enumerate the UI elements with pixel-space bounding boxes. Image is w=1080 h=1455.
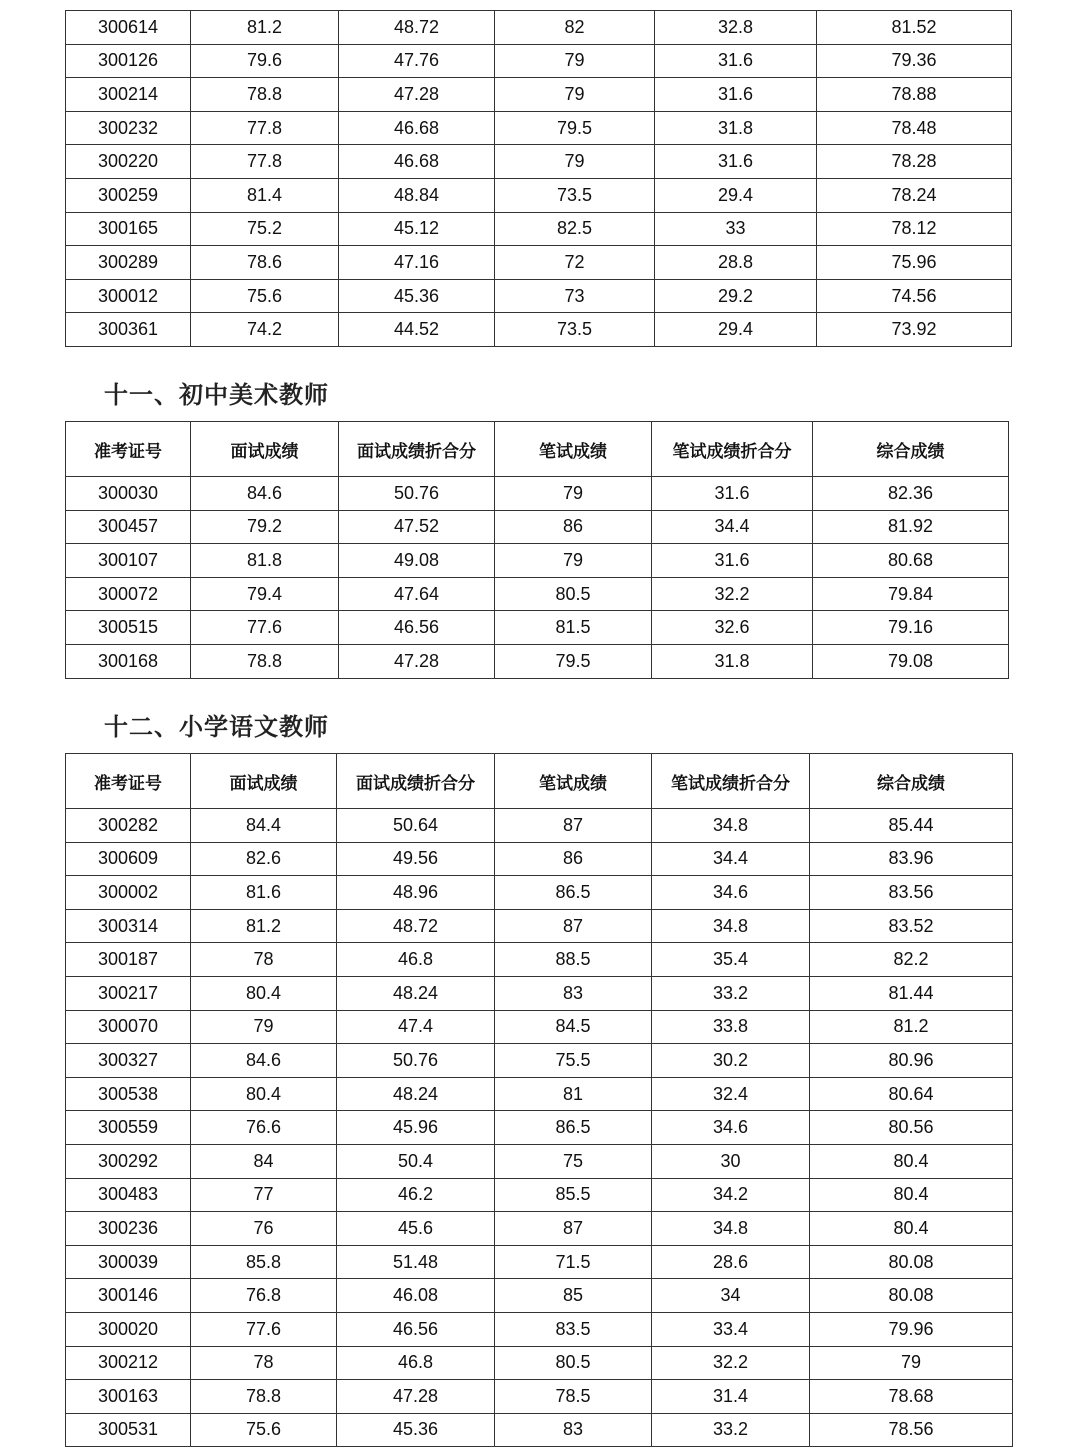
cell-interview-weighted: 51.48	[337, 1245, 495, 1279]
score-table-top-body	[66, 11, 1012, 347]
cell-written-score: 87	[495, 1212, 652, 1246]
cell-written-score: 80.5	[495, 577, 652, 611]
cell-exam-id: 300012	[66, 279, 191, 313]
column-header-exam-id: 准考证号	[66, 422, 191, 477]
cell-interview-weighted: 47.64	[339, 577, 495, 611]
cell-interview-score: 75.6	[191, 1413, 337, 1447]
cell-total-score: 79.36	[817, 44, 1012, 78]
cell-total-score: 83.96	[810, 842, 1013, 876]
column-header-total-score: 综合成绩	[810, 754, 1013, 809]
cell-interview-score: 77.6	[191, 1312, 337, 1346]
cell-interview-weighted: 47.4	[337, 1010, 495, 1044]
cell-interview-score: 75.6	[191, 279, 339, 313]
cell-exam-id: 300538	[66, 1077, 191, 1111]
section-title-art-teacher: 十一、初中美术教师	[104, 380, 329, 409]
cell-interview-weighted: 50.4	[337, 1144, 495, 1178]
table-row	[66, 611, 1009, 645]
cell-written-weighted: 31.6	[655, 44, 817, 78]
score-table-art-teacher-body	[66, 477, 1009, 679]
cell-written-weighted: 34.6	[652, 1111, 810, 1145]
cell-interview-weighted: 48.84	[339, 178, 495, 212]
cell-total-score: 78.48	[817, 111, 1012, 145]
table-row	[66, 1279, 1013, 1313]
cell-written-weighted: 28.6	[652, 1245, 810, 1279]
cell-interview-weighted: 47.16	[339, 246, 495, 280]
cell-interview-score: 79.6	[191, 44, 339, 78]
table-row	[66, 1144, 1013, 1178]
cell-written-weighted: 33.8	[652, 1010, 810, 1044]
table-row	[66, 544, 1009, 578]
table-row	[66, 644, 1009, 678]
cell-exam-id: 300282	[66, 809, 191, 843]
cell-total-score: 80.64	[810, 1077, 1013, 1111]
column-header-interview-weighted: 面试成绩折合分	[337, 754, 495, 809]
cell-interview-weighted: 50.64	[337, 809, 495, 843]
cell-interview-weighted: 49.56	[337, 842, 495, 876]
cell-interview-score: 78.6	[191, 246, 339, 280]
cell-interview-score: 84.6	[191, 477, 339, 511]
cell-written-weighted: 34.8	[652, 909, 810, 943]
cell-total-score: 80.4	[810, 1212, 1013, 1246]
cell-exam-id: 300212	[66, 1346, 191, 1380]
cell-written-score: 75	[495, 1144, 652, 1178]
cell-written-weighted: 34	[652, 1279, 810, 1313]
cell-written-score: 83	[495, 1413, 652, 1447]
cell-interview-weighted: 46.56	[337, 1312, 495, 1346]
cell-total-score: 80.08	[810, 1245, 1013, 1279]
cell-interview-weighted: 45.12	[339, 212, 495, 246]
cell-total-score: 79.84	[813, 577, 1009, 611]
cell-interview-weighted: 50.76	[339, 477, 495, 511]
cell-total-score: 85.44	[810, 809, 1013, 843]
table-row	[66, 1010, 1013, 1044]
cell-total-score: 74.56	[817, 279, 1012, 313]
cell-written-weighted: 34.2	[652, 1178, 810, 1212]
table-row	[66, 78, 1012, 112]
cell-written-weighted: 30	[652, 1144, 810, 1178]
cell-written-weighted: 33	[655, 212, 817, 246]
cell-written-weighted: 34.8	[652, 1212, 810, 1246]
table-row	[66, 178, 1012, 212]
cell-written-weighted: 31.6	[652, 544, 813, 578]
cell-interview-weighted: 45.36	[337, 1413, 495, 1447]
cell-written-weighted: 34.8	[652, 809, 810, 843]
cell-interview-score: 78.8	[191, 644, 339, 678]
cell-interview-score: 76	[191, 1212, 337, 1246]
cell-exam-id: 300002	[66, 876, 191, 910]
cell-interview-weighted: 48.72	[339, 11, 495, 45]
table-row	[66, 477, 1009, 511]
cell-written-weighted: 32.8	[655, 11, 817, 45]
cell-written-score: 79	[495, 44, 655, 78]
cell-written-weighted: 32.2	[652, 577, 813, 611]
cell-exam-id: 300168	[66, 644, 191, 678]
table-row	[66, 1312, 1013, 1346]
cell-interview-score: 79.2	[191, 510, 339, 544]
section-title-chinese-teacher: 十二、小学语文教师	[104, 712, 329, 741]
column-header-interview-score: 面试成绩	[191, 422, 339, 477]
cell-written-score: 80.5	[495, 1346, 652, 1380]
cell-exam-id: 300483	[66, 1178, 191, 1212]
cell-interview-score: 84.4	[191, 809, 337, 843]
cell-written-weighted: 29.4	[655, 178, 817, 212]
cell-written-score: 79	[495, 544, 652, 578]
cell-interview-score: 74.2	[191, 313, 339, 347]
cell-interview-weighted: 47.28	[337, 1380, 495, 1414]
cell-total-score: 81.2	[810, 1010, 1013, 1044]
cell-exam-id: 300232	[66, 111, 191, 145]
cell-exam-id: 300531	[66, 1413, 191, 1447]
cell-exam-id: 300314	[66, 909, 191, 943]
cell-interview-score: 80.4	[191, 976, 337, 1010]
score-table-art-teacher	[65, 421, 1009, 679]
cell-written-weighted: 31.6	[655, 145, 817, 179]
cell-interview-weighted: 44.52	[339, 313, 495, 347]
column-header-written-weighted: 笔试成绩折合分	[652, 754, 810, 809]
table-header-row	[66, 422, 1009, 477]
table-row	[66, 44, 1012, 78]
cell-interview-score: 80.4	[191, 1077, 337, 1111]
table-row	[66, 313, 1012, 347]
cell-written-score: 85.5	[495, 1178, 652, 1212]
column-header-written-score: 笔试成绩	[495, 754, 652, 809]
cell-interview-weighted: 46.08	[337, 1279, 495, 1313]
cell-exam-id: 300559	[66, 1111, 191, 1145]
cell-exam-id: 300217	[66, 976, 191, 1010]
cell-total-score: 79.96	[810, 1312, 1013, 1346]
cell-exam-id: 300020	[66, 1312, 191, 1346]
cell-written-score: 86.5	[495, 876, 652, 910]
cell-interview-score: 85.8	[191, 1245, 337, 1279]
cell-written-score: 86	[495, 510, 652, 544]
table-row	[66, 1178, 1013, 1212]
cell-interview-score: 78	[191, 943, 337, 977]
score-table-chinese-teacher-body	[66, 809, 1013, 1447]
cell-interview-score: 82.6	[191, 842, 337, 876]
table-row	[66, 976, 1013, 1010]
cell-written-score: 72	[495, 246, 655, 280]
table-row	[66, 1044, 1013, 1078]
cell-exam-id: 300214	[66, 78, 191, 112]
cell-exam-id: 300361	[66, 313, 191, 347]
cell-written-weighted: 30.2	[652, 1044, 810, 1078]
cell-interview-weighted: 48.72	[337, 909, 495, 943]
cell-interview-score: 81.2	[191, 909, 337, 943]
cell-written-weighted: 31.6	[655, 78, 817, 112]
cell-interview-score: 77.8	[191, 145, 339, 179]
cell-interview-weighted: 46.8	[337, 943, 495, 977]
cell-written-weighted: 35.4	[652, 943, 810, 977]
table-row	[66, 809, 1013, 843]
table-row	[66, 279, 1012, 313]
cell-exam-id: 300457	[66, 510, 191, 544]
cell-written-score: 75.5	[495, 1044, 652, 1078]
cell-interview-weighted: 46.8	[337, 1346, 495, 1380]
cell-exam-id: 300070	[66, 1010, 191, 1044]
column-header-interview-weighted: 面试成绩折合分	[339, 422, 495, 477]
cell-written-score: 84.5	[495, 1010, 652, 1044]
cell-interview-weighted: 50.76	[337, 1044, 495, 1078]
column-header-exam-id: 准考证号	[66, 754, 191, 809]
cell-written-weighted: 31.8	[655, 111, 817, 145]
cell-total-score: 81.92	[813, 510, 1009, 544]
column-header-written-weighted: 笔试成绩折合分	[652, 422, 813, 477]
table-row	[66, 943, 1013, 977]
cell-interview-score: 81.2	[191, 11, 339, 45]
cell-exam-id: 300220	[66, 145, 191, 179]
column-header-interview-score: 面试成绩	[191, 754, 337, 809]
cell-total-score: 83.52	[810, 909, 1013, 943]
table-row	[66, 876, 1013, 910]
cell-written-weighted: 33.2	[652, 1413, 810, 1447]
cell-total-score: 82.36	[813, 477, 1009, 511]
cell-interview-score: 84	[191, 1144, 337, 1178]
cell-total-score: 79.16	[813, 611, 1009, 645]
cell-interview-weighted: 47.52	[339, 510, 495, 544]
cell-interview-score: 78.8	[191, 78, 339, 112]
table-header-row	[66, 754, 1013, 809]
cell-interview-score: 81.6	[191, 876, 337, 910]
cell-written-weighted: 32.4	[652, 1077, 810, 1111]
cell-written-weighted: 33.2	[652, 976, 810, 1010]
cell-written-score: 79.5	[495, 644, 652, 678]
cell-written-weighted: 34.4	[652, 510, 813, 544]
cell-exam-id: 300039	[66, 1245, 191, 1279]
cell-written-score: 88.5	[495, 943, 652, 977]
table-row	[66, 145, 1012, 179]
cell-interview-score: 84.6	[191, 1044, 337, 1078]
cell-exam-id: 300327	[66, 1044, 191, 1078]
cell-interview-score: 81.8	[191, 544, 339, 578]
cell-total-score: 78.24	[817, 178, 1012, 212]
cell-interview-weighted: 47.28	[339, 78, 495, 112]
table-row	[66, 1111, 1013, 1145]
cell-interview-score: 79	[191, 1010, 337, 1044]
column-header-written-score: 笔试成绩	[495, 422, 652, 477]
cell-interview-weighted: 46.68	[339, 111, 495, 145]
cell-written-score: 85	[495, 1279, 652, 1313]
cell-written-weighted: 31.4	[652, 1380, 810, 1414]
cell-exam-id: 300614	[66, 11, 191, 45]
table-row	[66, 11, 1012, 45]
cell-written-score: 73	[495, 279, 655, 313]
table-row	[66, 1380, 1013, 1414]
cell-written-score: 79	[495, 78, 655, 112]
cell-exam-id: 300515	[66, 611, 191, 645]
cell-interview-weighted: 45.6	[337, 1212, 495, 1246]
cell-total-score: 83.56	[810, 876, 1013, 910]
cell-written-score: 79	[495, 145, 655, 179]
table-row	[66, 510, 1009, 544]
cell-written-score: 87	[495, 809, 652, 843]
cell-written-score: 81.5	[495, 611, 652, 645]
table-row	[66, 1212, 1013, 1246]
cell-written-score: 86.5	[495, 1111, 652, 1145]
table-row	[66, 1346, 1013, 1380]
cell-exam-id: 300163	[66, 1380, 191, 1414]
cell-written-weighted: 33.4	[652, 1312, 810, 1346]
cell-total-score: 78.88	[817, 78, 1012, 112]
table-row	[66, 577, 1009, 611]
table-row	[66, 842, 1013, 876]
cell-written-score: 87	[495, 909, 652, 943]
cell-written-score: 79	[495, 477, 652, 511]
cell-exam-id: 300187	[66, 943, 191, 977]
cell-interview-weighted: 45.96	[337, 1111, 495, 1145]
cell-interview-score: 76.8	[191, 1279, 337, 1313]
cell-written-score: 83	[495, 976, 652, 1010]
cell-interview-weighted: 45.36	[339, 279, 495, 313]
table-row	[66, 246, 1012, 280]
cell-interview-weighted: 47.28	[339, 644, 495, 678]
cell-interview-score: 78	[191, 1346, 337, 1380]
cell-total-score: 81.52	[817, 11, 1012, 45]
cell-interview-score: 78.8	[191, 1380, 337, 1414]
cell-total-score: 75.96	[817, 246, 1012, 280]
cell-written-weighted: 32.6	[652, 611, 813, 645]
cell-total-score: 79.08	[813, 644, 1009, 678]
cell-interview-weighted: 48.24	[337, 1077, 495, 1111]
cell-interview-score: 77	[191, 1178, 337, 1212]
cell-interview-weighted: 46.56	[339, 611, 495, 645]
cell-interview-score: 77.6	[191, 611, 339, 645]
cell-total-score: 78.12	[817, 212, 1012, 246]
cell-interview-weighted: 48.96	[337, 876, 495, 910]
cell-written-weighted: 28.8	[655, 246, 817, 280]
cell-exam-id: 300259	[66, 178, 191, 212]
cell-exam-id: 300236	[66, 1212, 191, 1246]
cell-total-score: 78.68	[810, 1380, 1013, 1414]
cell-interview-score: 75.2	[191, 212, 339, 246]
cell-written-score: 82.5	[495, 212, 655, 246]
table-row	[66, 1413, 1013, 1447]
cell-written-score: 82	[495, 11, 655, 45]
cell-interview-weighted: 46.2	[337, 1178, 495, 1212]
cell-written-score: 86	[495, 842, 652, 876]
cell-total-score: 73.92	[817, 313, 1012, 347]
cell-total-score: 80.4	[810, 1178, 1013, 1212]
cell-interview-score: 77.8	[191, 111, 339, 145]
cell-written-weighted: 29.2	[655, 279, 817, 313]
cell-total-score: 80.08	[810, 1279, 1013, 1313]
cell-written-weighted: 34.6	[652, 876, 810, 910]
cell-written-score: 79.5	[495, 111, 655, 145]
score-table-chinese-teacher	[65, 753, 1013, 1447]
column-header-total-score: 综合成绩	[813, 422, 1009, 477]
cell-interview-weighted: 46.68	[339, 145, 495, 179]
table-row	[66, 1245, 1013, 1279]
cell-total-score: 80.56	[810, 1111, 1013, 1145]
cell-interview-score: 81.4	[191, 178, 339, 212]
cell-written-score: 73.5	[495, 178, 655, 212]
table-row	[66, 111, 1012, 145]
cell-interview-score: 76.6	[191, 1111, 337, 1145]
cell-written-weighted: 31.8	[652, 644, 813, 678]
score-table-top	[65, 10, 1012, 347]
cell-written-score: 81	[495, 1077, 652, 1111]
cell-written-score: 78.5	[495, 1380, 652, 1414]
cell-total-score: 80.4	[810, 1144, 1013, 1178]
cell-total-score: 78.28	[817, 145, 1012, 179]
cell-written-score: 83.5	[495, 1312, 652, 1346]
cell-total-score: 80.68	[813, 544, 1009, 578]
cell-written-weighted: 29.4	[655, 313, 817, 347]
cell-written-score: 73.5	[495, 313, 655, 347]
cell-exam-id: 300289	[66, 246, 191, 280]
cell-interview-weighted: 48.24	[337, 976, 495, 1010]
cell-total-score: 82.2	[810, 943, 1013, 977]
cell-interview-weighted: 49.08	[339, 544, 495, 578]
table-row	[66, 212, 1012, 246]
cell-interview-score: 79.4	[191, 577, 339, 611]
table-row	[66, 909, 1013, 943]
cell-exam-id: 300030	[66, 477, 191, 511]
cell-written-weighted: 34.4	[652, 842, 810, 876]
cell-exam-id: 300107	[66, 544, 191, 578]
cell-written-weighted: 31.6	[652, 477, 813, 511]
cell-exam-id: 300072	[66, 577, 191, 611]
cell-exam-id: 300609	[66, 842, 191, 876]
table-row	[66, 1077, 1013, 1111]
cell-total-score: 80.96	[810, 1044, 1013, 1078]
cell-total-score: 78.56	[810, 1413, 1013, 1447]
cell-written-weighted: 32.2	[652, 1346, 810, 1380]
cell-exam-id: 300165	[66, 212, 191, 246]
cell-total-score: 81.44	[810, 976, 1013, 1010]
cell-exam-id: 300292	[66, 1144, 191, 1178]
cell-written-score: 71.5	[495, 1245, 652, 1279]
cell-exam-id: 300126	[66, 44, 191, 78]
cell-total-score: 79	[810, 1346, 1013, 1380]
cell-exam-id: 300146	[66, 1279, 191, 1313]
cell-interview-weighted: 47.76	[339, 44, 495, 78]
